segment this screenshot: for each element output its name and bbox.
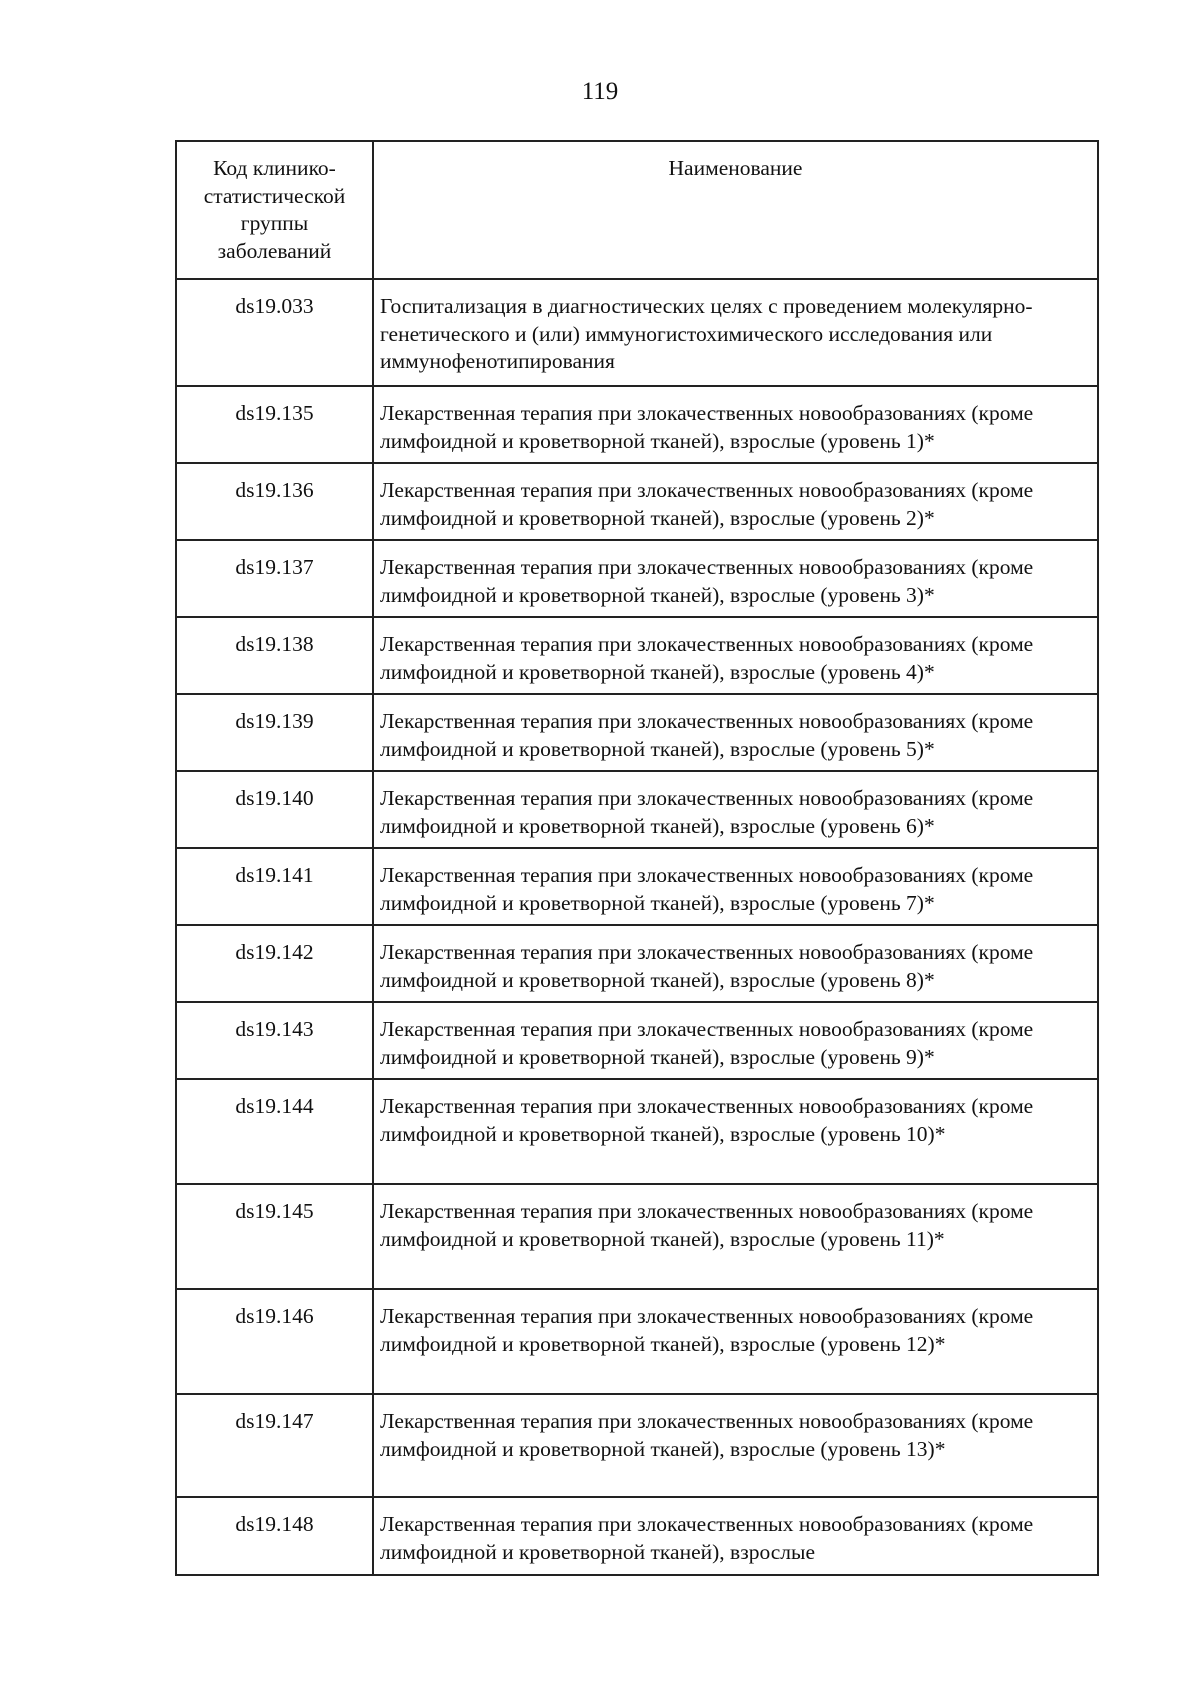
page-number: 119 (581, 78, 619, 105)
table-row (176, 1289, 1098, 1394)
row-name: Лекарственная терапия при злокачественных новообразованиях (кроме лимфоидной и кроветворной тканей), взрослые (уровень 1)* (373, 386, 1098, 463)
row-code: ds19.138 (176, 617, 373, 694)
row-code: ds19.142 (176, 925, 373, 1002)
table-row (176, 1079, 1098, 1184)
row-name: Лекарственная терапия при злокачественных новообразованиях (кроме лимфоидной и кроветворной тканей), взрослые (уровень 11)* (373, 1184, 1098, 1289)
row-name: Лекарственная терапия при злокачественных новообразованиях (кроме лимфоидной и кроветворной тканей), взрослые (уровень 4)* (373, 617, 1098, 694)
row-code: ds19.146 (176, 1289, 373, 1394)
row-code: ds19.140 (176, 771, 373, 848)
row-name: Лекарственная терапия при злокачественных новообразованиях (кроме лимфоидной и кроветворной тканей), взрослые (373, 1497, 1098, 1575)
row-code: ds19.139 (176, 694, 373, 771)
table-row (176, 1497, 1098, 1575)
row-code: ds19.033 (176, 279, 373, 386)
table-row (176, 771, 1098, 848)
row-name: Лекарственная терапия при злокачественных новообразованиях (кроме лимфоидной и кроветворной тканей), взрослые (уровень 10)* (373, 1079, 1098, 1184)
table-row (176, 848, 1098, 925)
row-code: ds19.137 (176, 540, 373, 617)
row-name: Лекарственная терапия при злокачественных новообразованиях (кроме лимфоидной и кроветворной тканей), взрослые (уровень 3)* (373, 540, 1098, 617)
table-row (176, 617, 1098, 694)
row-code: ds19.144 (176, 1079, 373, 1184)
table-row (176, 1002, 1098, 1079)
table-row (176, 540, 1098, 617)
kcg-table (175, 140, 1099, 1576)
row-code: ds19.141 (176, 848, 373, 925)
table-row (176, 1184, 1098, 1289)
row-name: Лекарственная терапия при злокачественных новообразованиях (кроме лимфоидной и кроветворной тканей), взрослые (уровень 7)* (373, 848, 1098, 925)
row-name: Лекарственная терапия при злокачественных новообразованиях (кроме лимфоидной и кроветворной тканей), взрослые (уровень 12)* (373, 1289, 1098, 1394)
row-name: Госпитализация в диагностических целях с проведением молекулярно-генетического и (или) иммуногистохимического исследования или иммунофенотипирования (373, 279, 1098, 386)
row-name: Лекарственная терапия при злокачественных новообразованиях (кроме лимфоидной и кроветворной тканей), взрослые (уровень 8)* (373, 925, 1098, 1002)
table-row (176, 386, 1098, 463)
row-code: ds19.135 (176, 386, 373, 463)
row-code: ds19.136 (176, 463, 373, 540)
row-name: Лекарственная терапия при злокачественных новообразованиях (кроме лимфоидной и кроветворной тканей), взрослые (уровень 5)* (373, 694, 1098, 771)
row-name: Лекарственная терапия при злокачественных новообразованиях (кроме лимфоидной и кроветворной тканей), взрослые (уровень 9)* (373, 1002, 1098, 1079)
table-header-row (176, 141, 1098, 279)
row-name: Лекарственная терапия при злокачественных новообразованиях (кроме лимфоидной и кроветворной тканей), взрослые (уровень 2)* (373, 463, 1098, 540)
row-code: ds19.143 (176, 1002, 373, 1079)
row-code: ds19.148 (176, 1497, 373, 1575)
table-row (176, 694, 1098, 771)
table-row (176, 279, 1098, 386)
header-name: Наименование (373, 141, 1098, 279)
table-row (176, 925, 1098, 1002)
row-code: ds19.145 (176, 1184, 373, 1289)
row-name: Лекарственная терапия при злокачественных новообразованиях (кроме лимфоидной и кроветворной тканей), взрослые (уровень 6)* (373, 771, 1098, 848)
header-code: Код клинико-статистической группы заболеваний (176, 141, 373, 279)
row-name: Лекарственная терапия при злокачественных новообразованиях (кроме лимфоидной и кроветворной тканей), взрослые (уровень 13)* (373, 1394, 1098, 1497)
table-row (176, 1394, 1098, 1497)
row-code: ds19.147 (176, 1394, 373, 1497)
table-row (176, 463, 1098, 540)
